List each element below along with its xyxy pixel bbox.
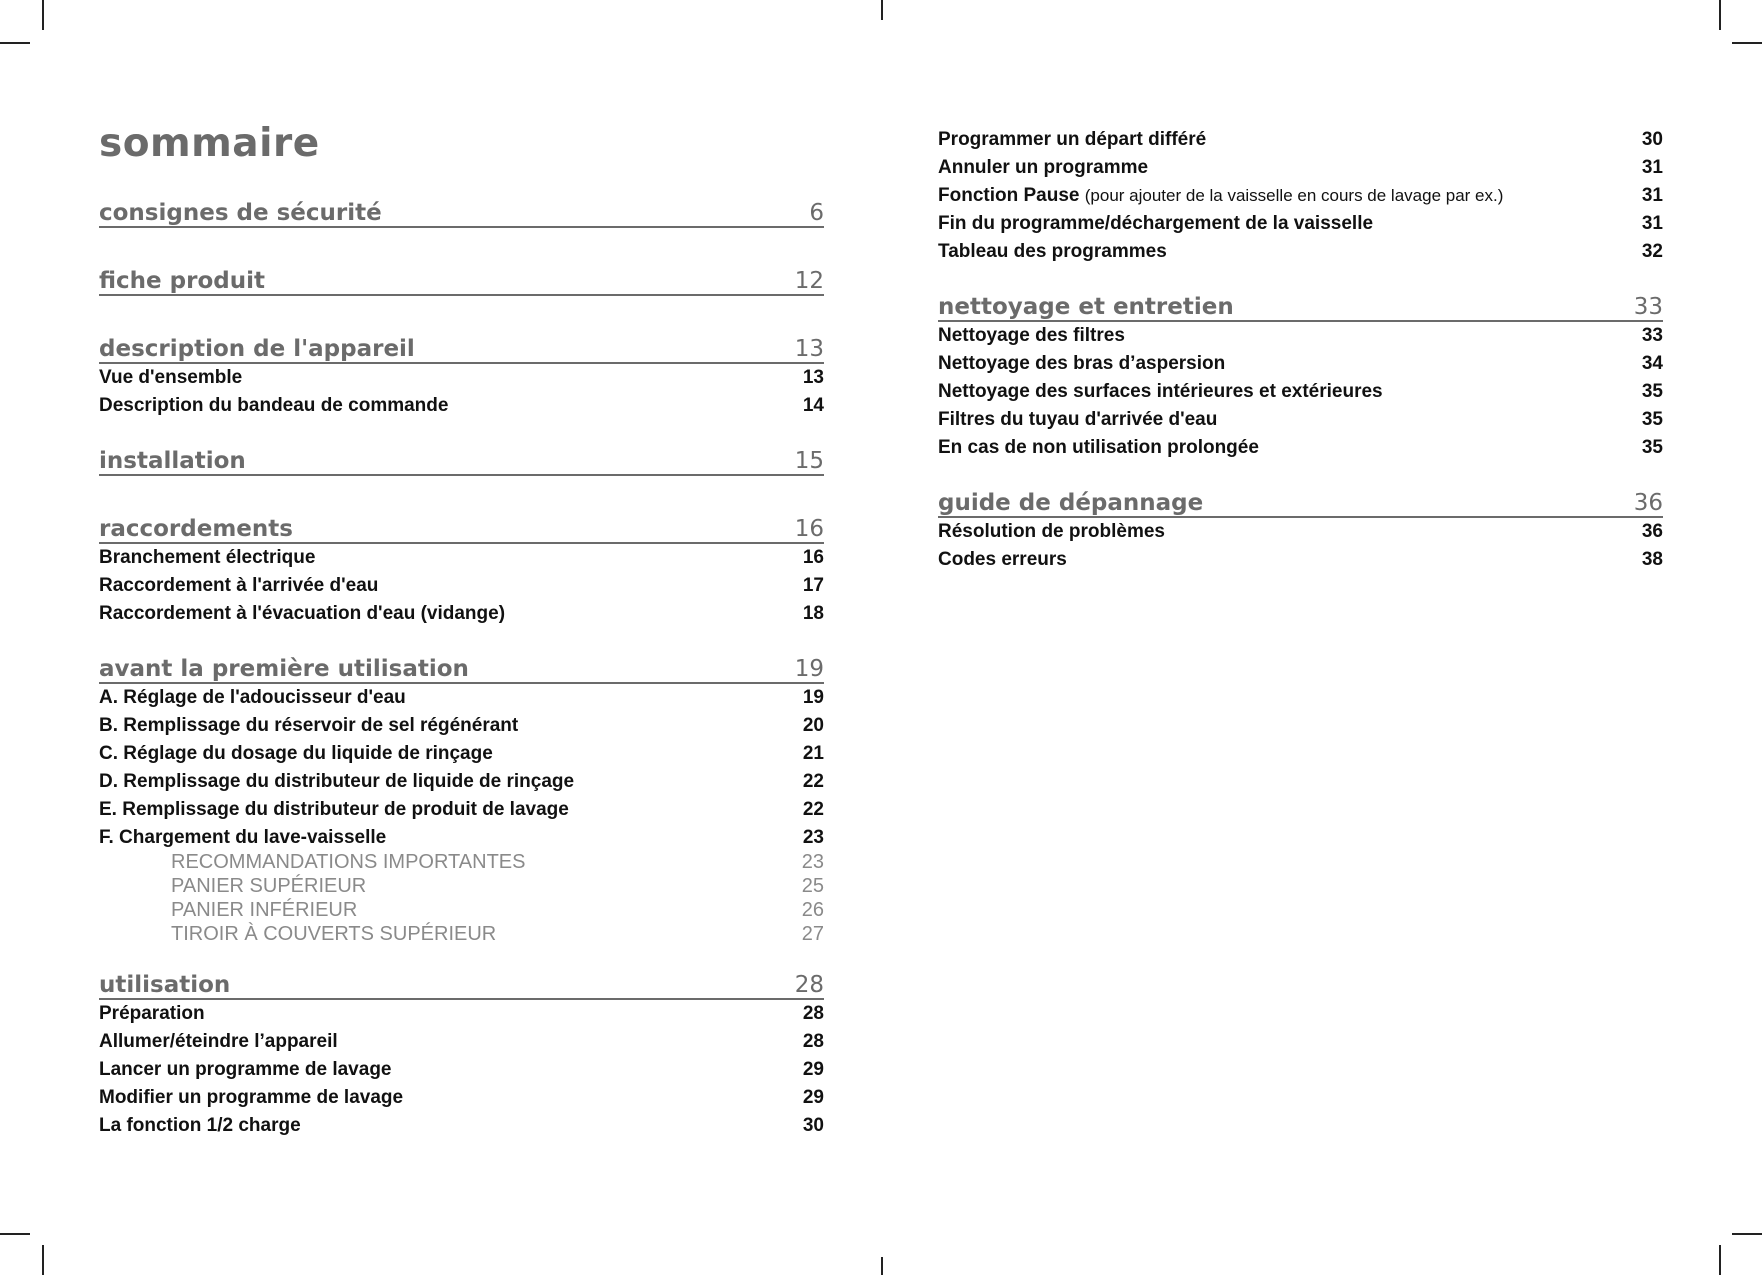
entry-page: 20 [802,715,824,736]
entry-page: 36 [1641,521,1663,542]
entry-page: 32 [1641,241,1663,262]
entry-page: 14 [802,395,824,416]
toc-subentry[interactable] [99,851,824,873]
toc-entry[interactable] [99,1087,824,1111]
toc-section-heading[interactable] [99,512,824,544]
toc-entry[interactable] [99,687,824,711]
section-page: 12 [794,268,824,294]
entry-label: Fonction Pause [938,185,1080,206]
entry-page: 30 [802,1115,824,1136]
entry-label: Préparation [99,1003,205,1024]
subentry-page: 27 [801,923,824,945]
entry-label: Raccordement à l'évacuation d'eau (vidange) [99,603,506,624]
entry-page: 33 [1641,325,1663,346]
crop-mark [42,1245,44,1275]
entry-page: 16 [802,547,824,568]
section-page: 33 [1633,294,1663,320]
toc-entry[interactable] [938,437,1663,461]
entry-page: 28 [802,1031,824,1052]
entry-label: Annuler un programme [938,157,1149,178]
entry-page: 22 [802,799,824,820]
section-title: avant la première utilisation [99,656,469,682]
toc-entry[interactable] [99,743,824,767]
toc-subentry[interactable] [99,899,824,921]
section-page: 15 [794,448,824,474]
section-title: nettoyage et entretien [938,294,1234,320]
entry-label: Résolution de problèmes [938,521,1165,542]
entry-label: Codes erreurs [938,549,1067,570]
toc-section-heading[interactable] [938,290,1663,322]
entry-label: Filtres du tuyau d'arrivée d'eau [938,409,1218,430]
entry-page: 31 [1641,185,1663,206]
entry-page: 21 [802,743,824,764]
entry-page: 35 [1641,381,1663,402]
entry-label: Lancer un programme de lavage [99,1059,392,1080]
entry-label: Raccordement à l'arrivée d'eau [99,575,379,596]
entry-label: C. Réglage du dosage du liquide de rinçage [99,743,493,764]
crop-mark [1732,1233,1762,1235]
toc-subentry[interactable] [99,923,824,945]
section-title: guide de dépannage [938,490,1204,516]
crop-mark [1732,42,1762,44]
entry-label: Fin du programme/déchargement de la vaisselle [938,213,1374,234]
toc-entry[interactable] [99,1059,824,1083]
crop-mark [42,0,44,30]
subentry-page: 23 [801,851,824,873]
toc-entry[interactable] [938,549,1663,573]
section-title: fiche produit [99,268,265,294]
entry-page: 29 [802,1059,824,1080]
toc-entry[interactable] [99,395,824,419]
entry-page: 13 [802,367,824,388]
entry-label: F. Chargement du lave-vaisselle [99,827,387,848]
section-page: 28 [794,972,824,998]
toc-entry[interactable] [99,771,824,795]
subentry-page: 25 [801,875,824,897]
entry-label: D. Remplissage du distributeur de liquide de rinçage [99,771,575,792]
page-title: sommaire [99,121,320,166]
toc-section-heading[interactable] [99,332,824,364]
toc-entry[interactable] [99,799,824,823]
entry-page: 31 [1641,213,1663,234]
toc-entry[interactable] [938,409,1663,433]
entry-page: 29 [802,1087,824,1108]
toc-entry[interactable] [99,367,824,391]
entry-label: B. Remplissage du réservoir de sel régénérant [99,715,519,736]
section-title: description de l'appareil [99,336,415,362]
crop-mark [0,42,30,44]
entry-label: En cas de non utilisation prolongée [938,437,1259,458]
crop-mark [881,0,883,20]
toc-section-heading[interactable] [99,264,824,296]
toc-section-heading[interactable] [99,196,824,228]
toc-entry[interactable] [938,157,1663,181]
crop-mark [881,1257,883,1275]
entry-label: Modifier un programme de lavage [99,1087,404,1108]
entry-label: Vue d'ensemble [99,367,243,388]
toc-entry[interactable] [938,129,1663,153]
section-page: 36 [1633,490,1663,516]
subentry-label: PANIER SUPÉRIEUR [171,875,367,897]
section-page: 13 [794,336,824,362]
toc-section-heading[interactable] [99,968,824,1000]
entry-label: Nettoyage des bras d’aspersion [938,353,1226,374]
entry-page: 38 [1641,549,1663,570]
crop-mark [0,1233,30,1235]
toc-entry[interactable] [99,1003,824,1027]
entry-label: La fonction 1/2 charge [99,1115,301,1136]
entry-page: 18 [802,603,824,624]
crop-mark [1719,0,1721,30]
section-title: raccordements [99,516,293,542]
toc-entry[interactable] [99,715,824,739]
toc-entry[interactable] [938,521,1663,545]
toc-entry[interactable] [938,381,1663,405]
entry-page: 34 [1641,353,1663,374]
entry-label: Allumer/éteindre l’appareil [99,1031,338,1052]
entry-note: (pour ajouter de la vaisselle en cours de lavage par ex.) [1084,186,1504,205]
entry-label: Programmer un départ différé [938,129,1207,150]
entry-page: 35 [1641,437,1663,458]
toc-entry[interactable] [99,1031,824,1055]
entry-label: E. Remplissage du distributeur de produit de lavage [99,799,569,820]
entry-page: 19 [802,687,824,708]
subentry-label: TIROIR À COUVERTS SUPÉRIEUR [171,923,497,945]
entry-label: Branchement électrique [99,547,316,568]
entry-page: 17 [802,575,824,596]
toc-section-heading[interactable] [938,486,1663,518]
toc-entry[interactable] [99,603,824,627]
toc-entry[interactable] [938,325,1663,349]
subentry-label: PANIER INFÉRIEUR [171,899,358,921]
entry-label: A. Réglage de l'adoucisseur d'eau [99,687,406,708]
entry-page: 28 [802,1003,824,1024]
toc-entry[interactable] [938,185,1663,209]
toc-entry[interactable] [99,575,824,599]
entry-page: 23 [802,827,824,848]
subentry-page: 26 [801,899,824,921]
subentry-label: RECOMMANDATIONS IMPORTANTES [171,851,526,873]
entry-page: 22 [802,771,824,792]
toc-entry[interactable] [938,241,1663,265]
toc-section-heading[interactable] [99,652,824,684]
crop-mark [1719,1245,1721,1275]
toc-entry[interactable] [938,213,1663,237]
entry-page: 35 [1641,409,1663,430]
entry-label: Description du bandeau de commande [99,395,449,416]
entry-page: 30 [1641,129,1663,150]
toc-entry[interactable] [99,547,824,571]
section-page: 6 [809,200,824,226]
toc-entry[interactable] [99,827,824,851]
toc-section-heading[interactable] [99,444,824,476]
toc-entry[interactable] [99,1115,824,1139]
section-page: 16 [794,516,824,542]
entry-page: 31 [1641,157,1663,178]
section-title: consignes de sécurité [99,200,382,226]
entry-label: Tableau des programmes [938,241,1167,262]
entry-label: Nettoyage des surfaces intérieures et extérieures [938,381,1383,402]
section-title: utilisation [99,972,231,998]
toc-subentry[interactable] [99,875,824,897]
section-page: 19 [794,656,824,682]
section-title: installation [99,448,246,474]
entry-label: Nettoyage des filtres [938,325,1125,346]
toc-entry[interactable] [938,353,1663,377]
